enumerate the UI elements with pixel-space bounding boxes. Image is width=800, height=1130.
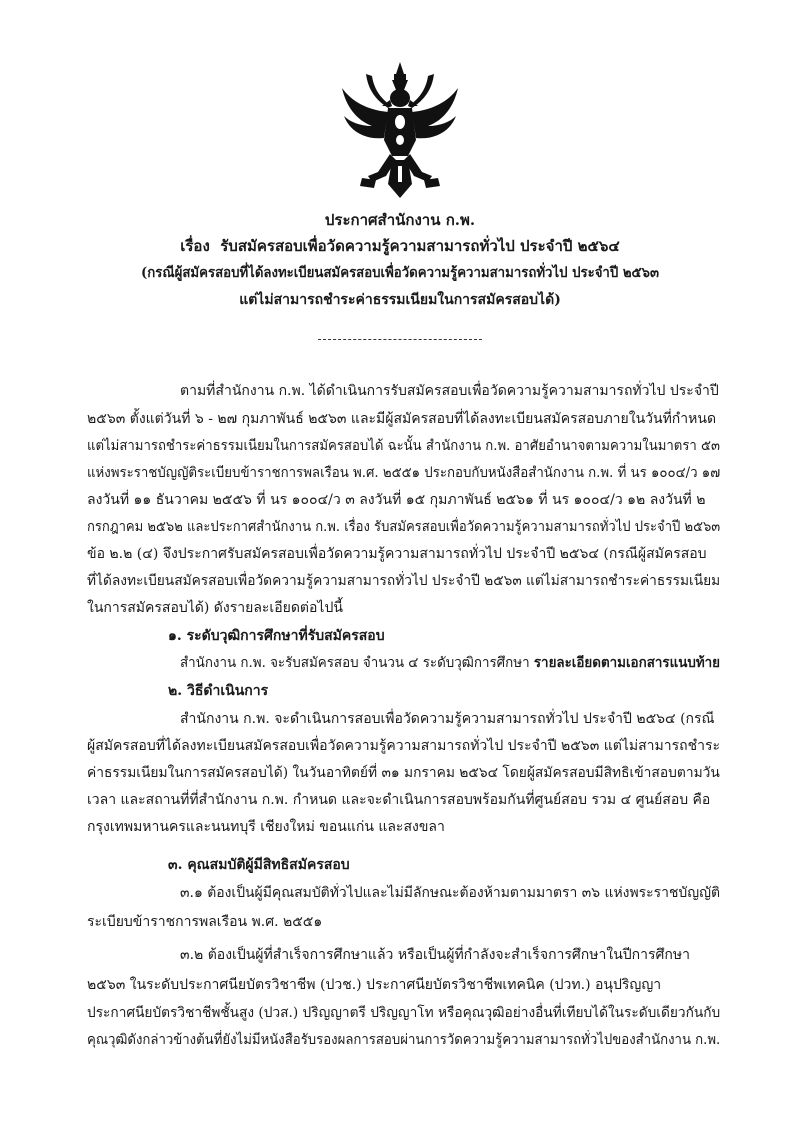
section-2-line: สำนักงาน ก.พ. จะดำเนินการสอบเพื่อวัดความรู้ความสามารถทั่วไป ประจำปี ๒๕๖๔ (กรณี [180, 711, 715, 727]
subtitle-block-2 [90, 289, 710, 311]
section-1-heading: ๑. ระดับวุฒิการศึกษาที่รับสมัครสอบ [168, 628, 385, 644]
section-2-line: ค่าธรรมเนียมในการสมัครสอบได้) ในวันอาทิตย์ที่ ๓๑ มกราคม ๒๕๖๔ โดยผู้สมัครสอบมีสิทธิเข้าสอบตามวัน [87, 765, 720, 781]
section-2-heading: ๒. วิธีดำเนินการ [168, 683, 269, 699]
intro-line: ตามที่สำนักงาน ก.พ. ได้ดำเนินการรับสมัครสอบเพื่อวัดความรู้ความสามารถทั่วไป ประจำปี [180, 383, 719, 399]
section-3-line: ๒๕๖๓ ในระดับประกาศนียบัตรวิชาชีพ (ปวช.) ประกาศนียบัตรวิชาชีพเทคนิค (ปวท.) อนุปริญญา [87, 977, 662, 993]
section-3-line: ประกาศนียบัตรวิชาชีพชั้นสูง (ปวส.) ปริญญาตรี ปริญญาโท หรือคุณวุฒิอย่างอื่นที่เทียบได้ในระดับเดียวกันกับ [87, 1005, 721, 1021]
subtitle-line-1: (กรณีผู้สมัครสอบที่ได้ลงทะเบียนสมัครสอบเพื่อวัดความรู้ความสามารถทั่วไป ประจำปี ๒๕๖๓ [140, 265, 659, 281]
section-2-line: กรุงเทพมหานครและนนทบุรี เชียงใหม่ ขอนแก่น และสงขลา [87, 819, 445, 835]
subtitle-line-2: แต่ไม่สามารถชำระค่าธรรมเนียมในการสมัครสอบได้) [239, 292, 561, 308]
intro-line: แห่งพระราชบัญญัติระเบียบข้าราชการพลเรือน พ.ศ. ๒๕๕๑ ประกอบกับหนังสือสำนักงาน ก.พ. ที่ นร ๑๐๐๔/ว ๑๗ [87, 465, 721, 481]
subject-text: รับสมัครสอบเพื่อวัดความรู้ความสามารถทั่วไป ประจำปี ๒๕๖๔ [220, 237, 620, 255]
announcement-heading [90, 209, 710, 231]
garuda-emblem-icon [338, 60, 462, 200]
intro-line: กรกฎาคม ๒๕๖๒ และประกาศสำนักงาน ก.พ. เรื่อง รับสมัครสอบเพื่อวัดความรู้ความสามารถทั่วไป ประจำปี ๒๕๖๓ [87, 519, 721, 535]
intro-line: ในการสมัครสอบได้) ดังรายละเอียดต่อไปนี้ [87, 600, 343, 616]
section-3-line: ๓.๑ ต้องเป็นผู้มีคุณสมบัติทั่วไปและไม่มีลักษณะต้องห้ามตามมาตรา ๓๖ แห่งพระราชบัญญัติ [180, 885, 721, 901]
section-3-line: ระเบียบข้าราชการพลเรือน พ.ศ. ๒๕๕๑ [87, 914, 323, 930]
section-3-line: คุณวุฒิดังกล่าวข้างต้นที่ยังไม่มีหนังสือรับรองผลการสอบผ่านการวัดความรู้ความสามารถทั่วไปของสำนักงาน ก.พ. [87, 1032, 721, 1048]
section-1-text: สำนักงาน ก.พ. จะรับสมัครสอบ จำนวน ๔ ระดับวุฒิการศึกษา รายละเอียดตามเอกสารแนบท้าย [180, 655, 721, 671]
announcement-title: ประกาศสำนักงาน ก.พ. [324, 211, 476, 229]
subject-line [90, 235, 710, 257]
section-1-attachment-note: รายละเอียดตามเอกสารแนบท้าย [533, 655, 721, 671]
subtitle-block [40, 262, 760, 284]
section-2-line: ผู้สมัครสอบที่ได้ลงทะเบียนสมัครสอบเพื่อวัดความรู้ความสามารถทั่วไป ประจำปี ๒๕๖๓ แต่ไม่สามารถชำระ [87, 738, 720, 754]
intro-line: ๒๕๖๓ ตั้งแต่วันที่ ๖ - ๒๗ กุมภาพันธ์ ๒๕๖๓ และมีผู้สมัครสอบที่ได้ลงทะเบียนสมัครสอบภายในวันที่กำหนด [87, 411, 717, 427]
intro-line: ลงวันที่ ๑๑ ธันวาคม ๒๕๕๖ ที่ นร ๑๐๐๔/ว ๓ ลงวันที่ ๑๕ กุมภาพันธ์ ๒๕๖๑ ที่ นร ๑๐๐๔/ว ๑๒ ลงวันที่ ๒ [87, 492, 706, 508]
section-3-line: ๓.๒ ต้องเป็นผู้ที่สำเร็จการศึกษาแล้ว หรือเป็นผู้ที่กำลังจะสำเร็จการศึกษาในปีการศึกษา [180, 947, 690, 963]
intro-line: แต่ไม่สามารถชำระค่าธรรมเนียมในการสมัครสอบได้ ฉะนั้น สำนักงาน ก.พ. อาศัยอำนาจตามความในมาตรา ๕๓ [87, 438, 720, 454]
heading-separator [318, 339, 482, 340]
section-2-line: เวลา และสถานที่ที่สำนักงาน ก.พ. กำหนด และจะดำเนินการสอบพร้อมกันที่ศูนย์สอบ รวม ๔ ศูนย์สอบ คือ [87, 792, 711, 808]
section-3-heading: ๓. คุณสมบัติผู้มีสิทธิสมัครสอบ [168, 857, 350, 873]
subject-label: เรื่อง [180, 237, 210, 255]
intro-line: ที่ได้ลงทะเบียนสมัครสอบเพื่อวัดความรู้ความสามารถทั่วไป ประจำปี ๒๕๖๓ แต่ไม่สามารถชำระค่าธรรมเนียม [87, 573, 721, 589]
intro-line: ข้อ ๒.๒ (๔) จึงประกาศรับสมัครสอบเพื่อวัดความรู้ความสามารถทั่วไป ประจำปี ๒๕๖๔ (กรณีผู้สมัครสอบ [87, 546, 707, 562]
